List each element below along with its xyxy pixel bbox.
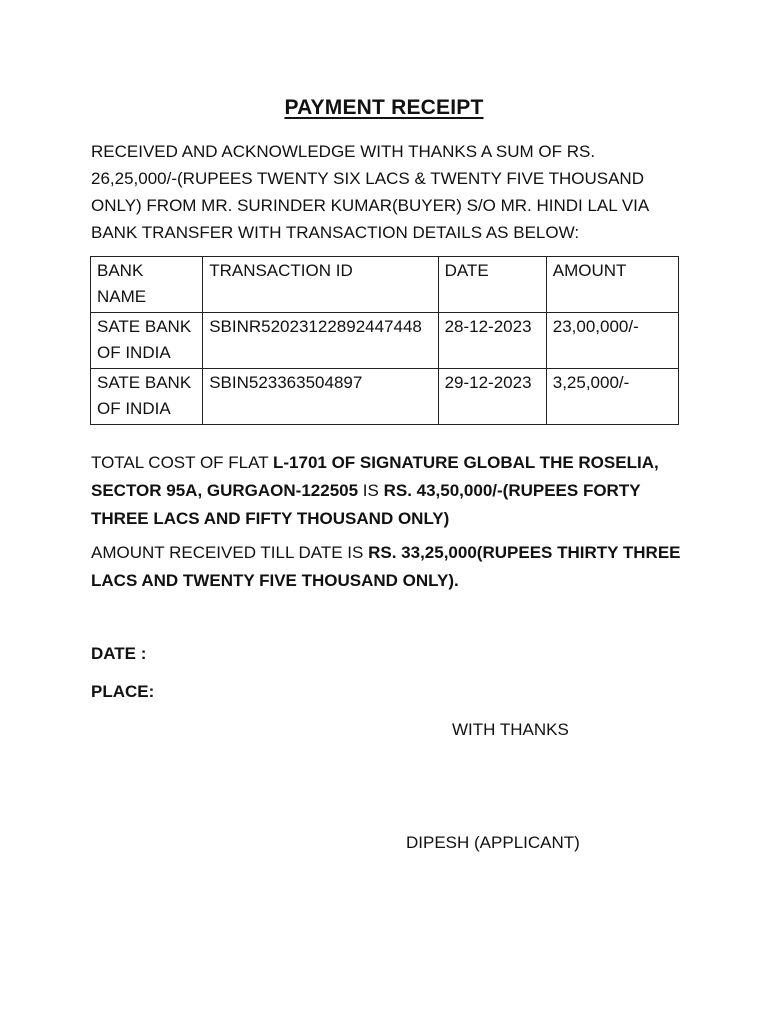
cell-bank-name: SATE BANK OF INDIA <box>91 369 203 425</box>
date-label: DATE : <box>91 644 147 663</box>
cell-amount: 23,00,000/- <box>546 313 678 369</box>
with-thanks-text: WITH THANKS <box>452 720 569 739</box>
intro-paragraph: RECEIVED AND ACKNOWLEDGE WITH THANKS A SUM OF RS. 26,25,000/-(RUPEES TWENTY SIX LACS & TWENTY FIVE THOUSAND ONLY) FROM MR. SURINDER KUMAR(BUYER) S/O MR. HINDI LAL VIA BANK TRANSFER WITH TRANSACTION DETAILS AS BELOW: <box>91 142 649 242</box>
flat-description: L-1701 OF SIGNATURE GLOBAL THE ROSELIA, SECTOR 95A, GURGAON-122505 <box>91 453 659 500</box>
cell-date: 28-12-2023 <box>438 313 546 369</box>
total-cost-middle: IS <box>358 481 384 500</box>
cell-transaction-id: SBIN523363504897 <box>203 369 438 425</box>
table-row <box>91 313 679 369</box>
table-header-row <box>91 257 679 313</box>
transaction-table <box>90 256 679 425</box>
amount-received-value: RS. 33,25,000(RUPEES THIRTY THREE LACS AND TWENTY FIVE THOUSAND ONLY). <box>91 543 681 590</box>
header-bank-name: BANK NAME <box>91 257 203 313</box>
cell-transaction-id: SBINR52023122892447448 <box>203 313 438 369</box>
cell-date: 29-12-2023 <box>438 369 546 425</box>
receipt-title-text: PAYMENT RECEIPT <box>284 96 484 119</box>
total-cost-amount: RS. 43,50,000/-(RUPEES FORTY THREE LACS AND FIFTY THOUSAND ONLY) <box>91 481 641 528</box>
cell-bank-name: SATE BANK OF INDIA <box>91 313 203 369</box>
place-label: PLACE: <box>91 682 155 701</box>
amount-received-paragraph <box>91 539 681 595</box>
header-transaction-id: TRANSACTION ID <box>203 257 438 313</box>
cell-amount: 3,25,000/- <box>546 369 678 425</box>
total-cost-prefix: TOTAL COST OF FLAT <box>91 453 273 472</box>
signatory-name: DIPESH (APPLICANT) <box>406 833 580 852</box>
receipt-title <box>0 96 768 120</box>
total-cost-paragraph <box>91 449 681 533</box>
header-amount: AMOUNT <box>546 257 678 313</box>
table-row <box>91 369 679 425</box>
header-date: DATE <box>438 257 546 313</box>
amount-received-prefix: AMOUNT RECEIVED TILL DATE IS <box>91 543 369 562</box>
